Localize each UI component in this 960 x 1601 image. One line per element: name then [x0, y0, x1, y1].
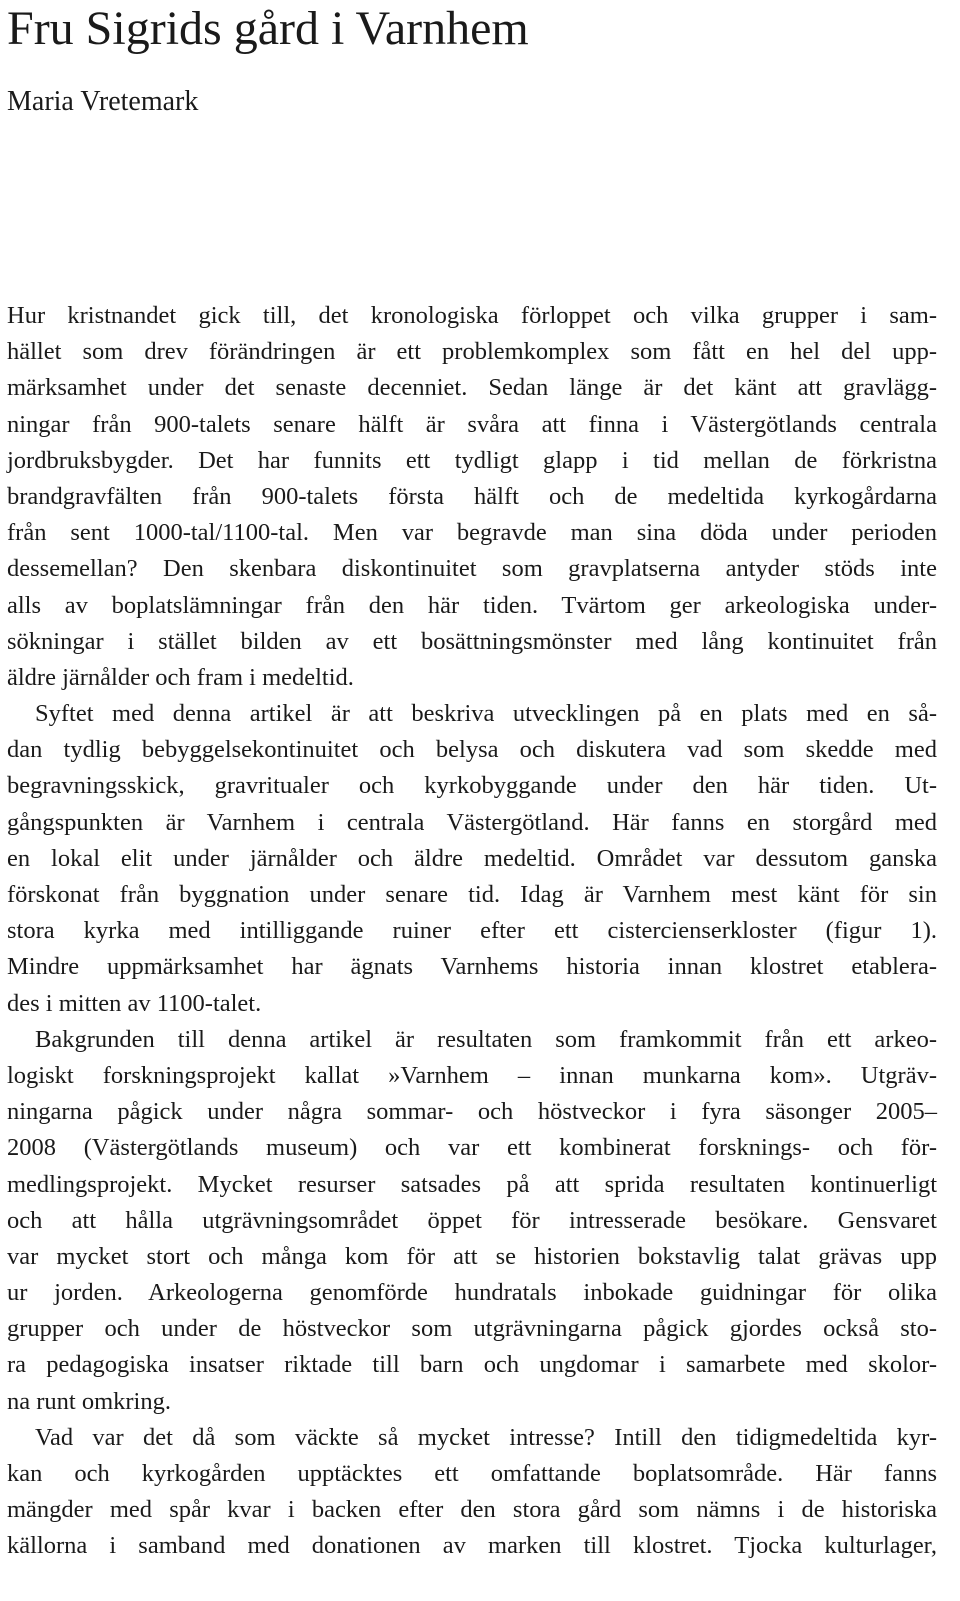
text-line: äldre järnålder och fram i medeltid. — [7, 663, 354, 691]
text-line: Syftet med denna artikel är att beskriva utvecklingen på en plats med en så- — [35, 700, 937, 728]
article-body — [7, 298, 937, 1565]
text-line: Mindre uppmärksamhet har ägnats Varnhems historia innan klostret etablera- — [7, 953, 937, 981]
article-author: Maria Vretemark — [7, 86, 199, 117]
text-line: jordbruksbygder. Det har funnits ett tydligt glapp i tid mellan de förkristna — [7, 446, 937, 474]
text-line: kan och kyrkogården upptäcktes ett omfattande boplatsområde. Här fanns — [7, 1460, 937, 1487]
text-line: Hur kristnandet gick till, det kronologiska förloppet och vilka grupper i sam- — [7, 302, 937, 329]
text-line: logiskt forskningsprojekt kallat »Varnhem – innan munkarna kom». Utgräv- — [7, 1061, 937, 1089]
text-line: alls av boplatslämningar från den här tiden. Tvärtom ger arkeologiska under- — [7, 591, 937, 619]
text-line: och att hålla utgrävningsområdet öppet för intresserade besökare. Gensvaret — [7, 1206, 937, 1234]
text-line: brandgravfälten från 900-talets första hälft och de medeltida kyrkogårdarna — [7, 482, 937, 510]
text-line: mängder med spår kvar i backen efter den stora gård som nämns i de historiska — [7, 1496, 937, 1524]
text-line: Vad var det då som väckte så mycket intresse? Intill den tidigmedeltida kyr- — [35, 1423, 937, 1451]
paragraph — [7, 298, 937, 696]
text-line: Bakgrunden till denna artikel är resultaten som framkommit från ett arkeo- — [35, 1025, 937, 1053]
text-line: ur jorden. Arkeologerna genomförde hundratals inbokade guidningar för olika — [7, 1279, 937, 1307]
text-line: ningar från 900-talets senare hälft är svåra att finna i Västergötlands centrala — [7, 410, 937, 438]
text-line: begravningsskick, gravritualer och kyrkobyggande under den här tiden. Ut- — [7, 772, 937, 800]
text-line: grupper och under de höstveckor som utgrävningarna pågick gjordes också sto- — [7, 1315, 937, 1343]
text-line: 2008 (Västergötlands museum) och var ett kombinerat forsknings- och för- — [7, 1134, 937, 1162]
text-line: sökningar i stället bilden av ett bosättningsmönster med lång kontinuitet från — [7, 627, 937, 655]
text-line: dessemellan? Den skenbara diskontinuitet som gravplatserna antyder stöds inte — [7, 555, 937, 583]
text-line: hället som drev förändringen är ett problemkomplex som fått en hel del upp- — [7, 338, 937, 366]
document-page — [7, 0, 937, 1560]
text-line: gångspunkten är Varnhem i centrala Västergötland. Här fanns en storgård med — [7, 808, 937, 836]
text-line: en lokal elit under järnålder och äldre medeltid. Området var dessutom ganska — [7, 844, 937, 872]
text-line: des i mitten av 1100-talet. — [7, 989, 262, 1017]
text-line: ra pedagogiska insatser riktade till barn och ungdomar i samarbete med skolor- — [7, 1351, 937, 1379]
text-line: var mycket stort och många kom för att se historien bokstavlig talat grävas upp — [7, 1242, 937, 1270]
paragraph — [7, 1420, 937, 1565]
text-line: medlingsprojekt. Mycket resurser satsades på att sprida resultaten kontinuerligt — [7, 1170, 937, 1198]
text-line: märksamhet under det senaste decenniet. Sedan länge är det känt att gravlägg- — [7, 374, 937, 402]
text-line: stora kyrka med intilliggande ruiner efter ett cistercienserkloster (figur 1). — [7, 917, 937, 945]
text-line: källorna i samband med donationen av marken till klostret. Tjocka kulturlager, — [7, 1532, 937, 1560]
text-line: dan tydlig bebyggelsekontinuitet och belysa och diskutera vad som skedde med — [7, 736, 937, 764]
paragraph — [7, 696, 937, 1022]
text-line: ningarna pågick under några sommar- och höstveckor i fyra säsonger 2005– — [7, 1098, 937, 1126]
article-title: Fru Sigrids gård i Varnhem — [7, 2, 529, 55]
paragraph — [7, 1022, 937, 1420]
text-line: förskonat från byggnation under senare tid. Idag är Varnhem mest känt för sin — [7, 881, 937, 908]
text-line: från sent 1000-tal/1100-tal. Men var begravde man sina döda under perioden — [7, 519, 937, 547]
text-line: na runt omkring. — [7, 1387, 171, 1415]
